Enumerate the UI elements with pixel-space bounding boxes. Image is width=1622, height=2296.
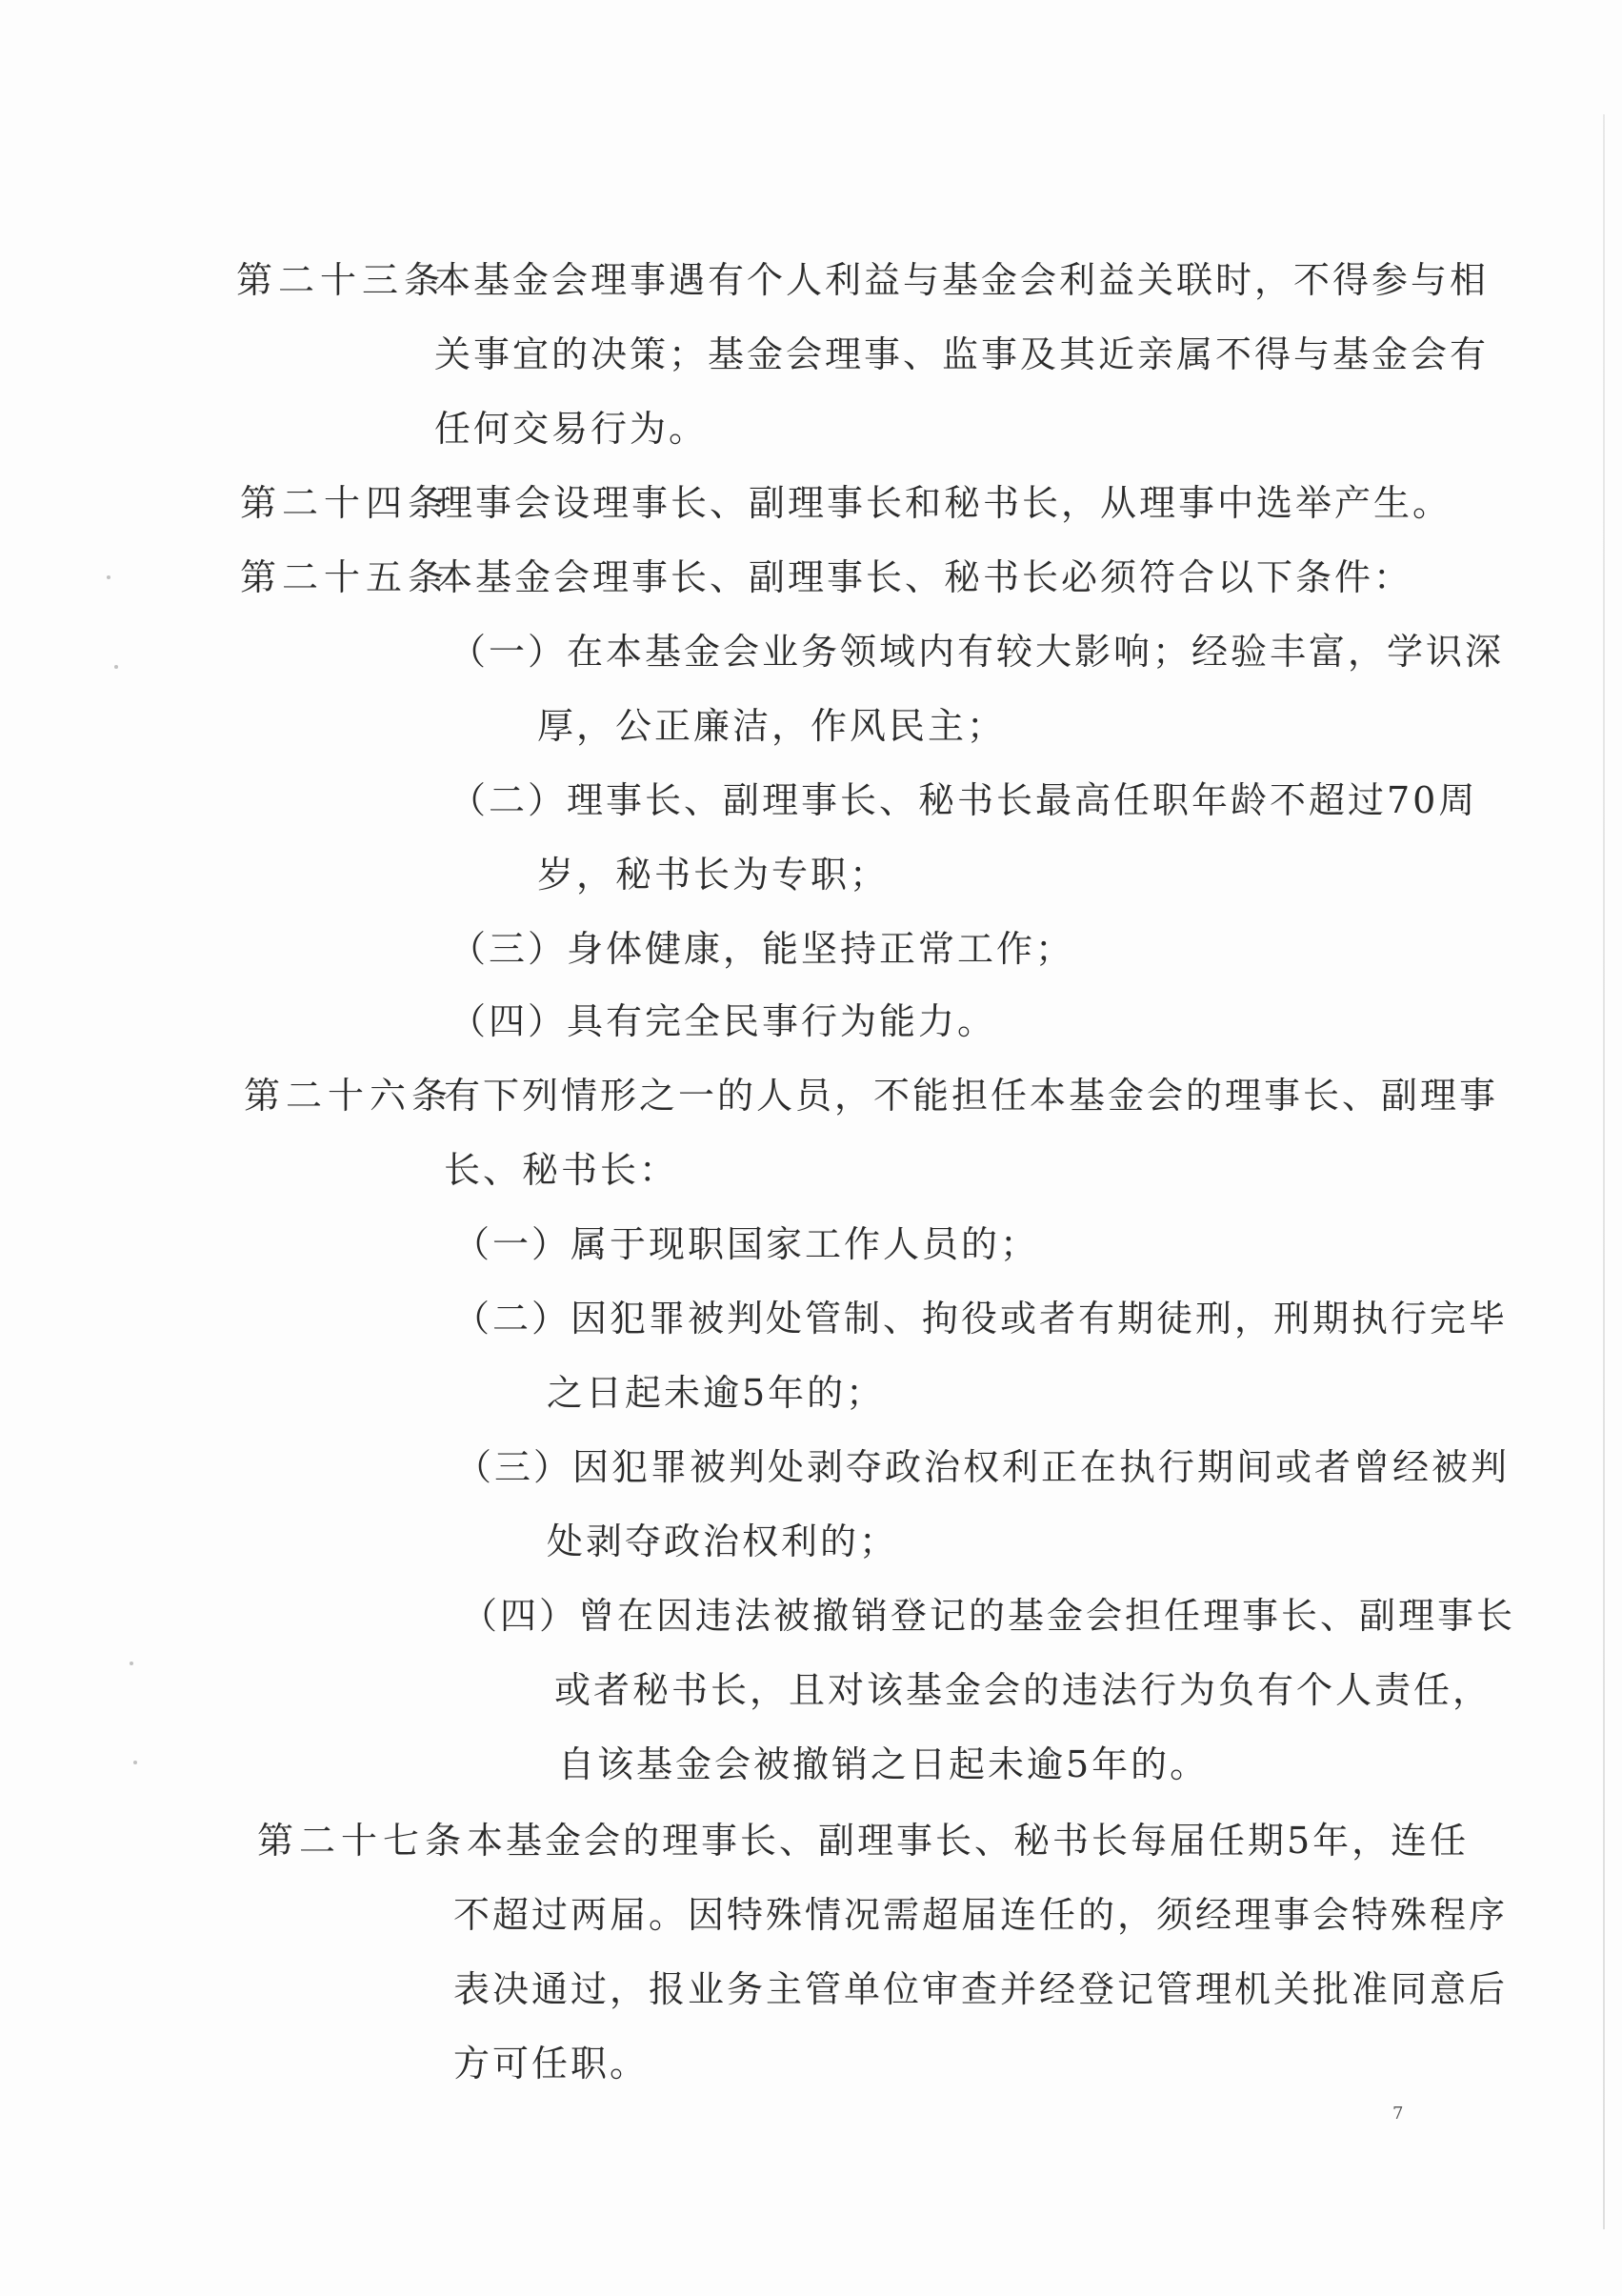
article-25-line-1: 本基金会理事长、副理事长、秘书长必须符合以下条件： — [436, 556, 1413, 598]
article-27-line-2: 不超过两届。因特殊情况需超届连任的，须经理事会特殊程序 — [453, 1894, 1509, 1936]
article-26-item-4-line-1: （四）曾在因违法被撤销登记的基金会担任理事长、副理事长 — [461, 1595, 1516, 1637]
article-24-number: 第二十四条 — [240, 482, 451, 524]
article-26-item-4-line-3: 自该基金会被撤销之日起未逾5年的。 — [558, 1743, 1210, 1785]
article-27-number: 第二十七条 — [257, 1820, 468, 1862]
article-27-line-4: 方可任职。 — [453, 2043, 650, 2085]
article-26-item-3-line-1: （三）因犯罪被判处剥夺政治权利正在执行期间或者曾经被判 — [455, 1446, 1511, 1488]
article-26-item-2-line-1: （二）因犯罪被判处管制、拘役或者有期徒刑，刑期执行完毕 — [453, 1298, 1509, 1339]
article-26-line-1: 有下列情形之一的人员，不能担任本基金会的理事长、副理事 — [444, 1075, 1499, 1117]
article-26-item-4-line-2: 或者秘书长，且对该基金会的违法行为负有个人责任， — [554, 1669, 1492, 1711]
article-27-line-3: 表决通过，报业务主管单位审查并经登记管理机关批准同意后 — [453, 1968, 1509, 2010]
article-26-item-3-line-2: 处剥夺政治权利的； — [547, 1521, 899, 1562]
article-26-line-2: 长、秘书长： — [444, 1149, 679, 1191]
article-24-line-1: 理事会设理事长、副理事长和秘书长，从理事中选举产生。 — [436, 482, 1452, 524]
page-number: 7 — [1392, 2104, 1404, 2124]
article-25-number: 第二十五条 — [240, 556, 451, 598]
article-25-item-4-line-1: （四）具有完全民事行为能力。 — [450, 1000, 997, 1042]
scan-edge — [1603, 114, 1605, 2229]
article-26-item-1-line-1: （一）属于现职国家工作人员的； — [453, 1223, 1040, 1265]
article-27-line-1: 本基金会的理事长、副理事长、秘书长每届任期5年，连任 — [467, 1820, 1470, 1862]
article-23-line-3: 任何交易行为。 — [434, 408, 709, 450]
article-25-item-2-line-1: （二）理事长、副理事长、秘书长最高任职年龄不超过70周 — [450, 779, 1478, 821]
scan-speck — [114, 665, 118, 669]
article-25-item-1-line-1: （一）在本基金会业务领域内有较大影响；经验丰富，学识深 — [450, 631, 1505, 673]
article-25-item-3-line-1: （三）身体健康，能坚持正常工作； — [450, 928, 1075, 970]
scan-speck — [133, 1761, 137, 1764]
article-25-item-2-line-2: 岁，秘书长为专职； — [537, 854, 890, 896]
article-26-item-2-line-2: 之日起未逾5年的； — [547, 1372, 886, 1414]
article-26-number: 第二十六条 — [244, 1075, 454, 1117]
article-23-line-1: 本基金会理事遇有个人利益与基金会利益关联时，不得参与相 — [434, 259, 1490, 301]
article-23-number: 第二十三条 — [236, 259, 447, 301]
scan-speck — [130, 1662, 133, 1665]
scan-speck — [107, 575, 110, 579]
article-25-item-1-line-2: 厚，公正廉洁，作风民主； — [537, 705, 1007, 747]
article-23-line-2: 关事宜的决策；基金会理事、监事及其近亲属不得与基金会有 — [434, 333, 1490, 375]
